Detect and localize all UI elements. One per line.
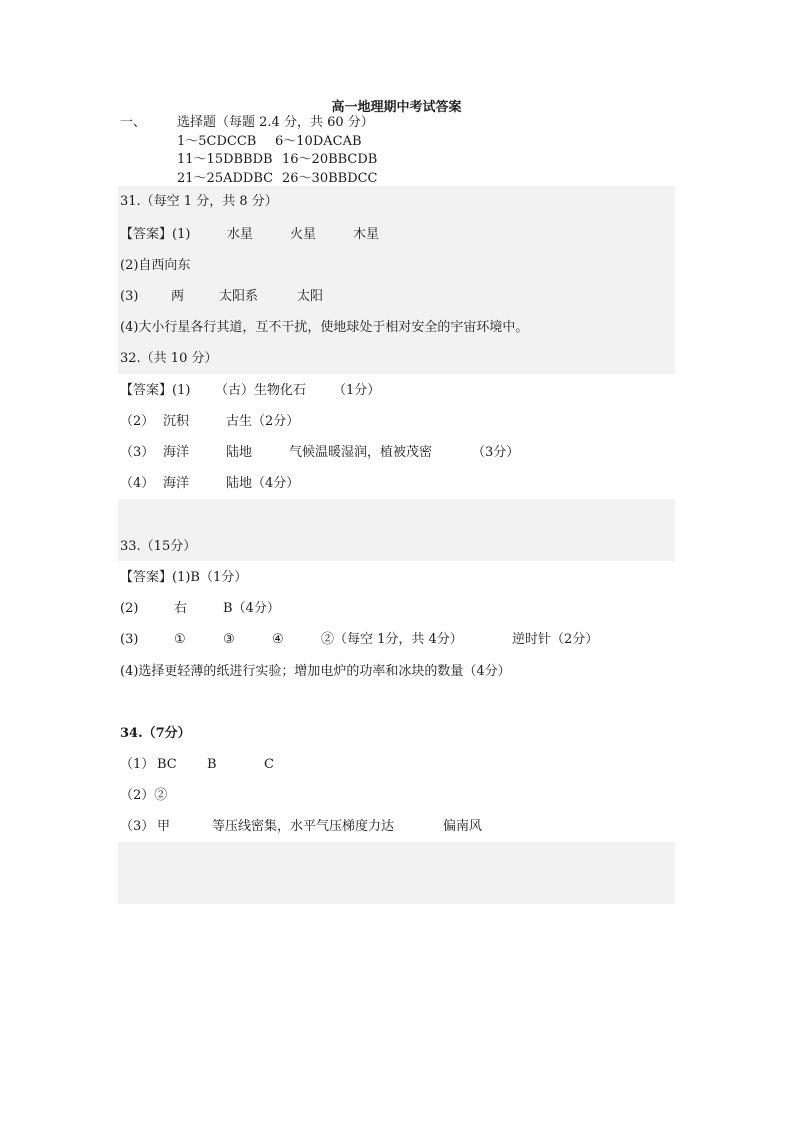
q31-line2: (2)自西向东	[120, 258, 191, 273]
section1-number: 一、	[120, 115, 147, 130]
q32-header: 32.（共 10 分）	[120, 351, 218, 366]
answer-range-6-10: 6～10DACAB	[275, 134, 362, 149]
q34-line1-bc: BC	[157, 757, 177, 772]
q34-line3-isobars: 等压线密集，水平气压梯度力达	[212, 819, 395, 834]
q33-line3-circle3: ③	[223, 632, 235, 647]
q31-answer-label: 【答案】(1)	[120, 227, 191, 242]
q31-answer-mercury: 水星	[227, 227, 254, 242]
answer-range-11-15: 11～15DBBDB	[177, 152, 273, 167]
q34-line1-label: （1）	[120, 757, 155, 772]
shade-band-q33-top	[118, 499, 675, 561]
q32-line3-land: 陆地	[226, 445, 253, 460]
q33-line2-right: 右	[174, 601, 188, 616]
q34-line3-jia: 甲	[157, 819, 171, 834]
q31-answer-sun: 太阳	[297, 289, 324, 304]
q31-line4: (4)大小行星各行其道，互不干扰，使地球处于相对安全的宇宙环境中。	[120, 320, 529, 335]
shade-band-q34-bottom	[118, 842, 675, 904]
q33-line2-label: (2)	[120, 601, 139, 616]
q32-line3-score: （3分）	[472, 445, 520, 460]
q31-answer-solar-system: 太阳系	[219, 289, 259, 304]
q33-line3-circle2: ②（每空 1分，共 4分）	[321, 632, 463, 647]
q33-line3-circle1: ①	[174, 632, 186, 647]
q33-line4: (4)选择更轻薄的纸进行实验；增加电炉的功率和冰块的数量（4分）	[120, 664, 511, 679]
q32-line1-score: （1分）	[333, 383, 381, 398]
q31-answer-two: 两	[171, 289, 185, 304]
q31-line3-label: (3)	[120, 289, 139, 304]
q34-header: 34.（7分）	[120, 726, 191, 741]
q33-line3-circle4: ④	[272, 632, 284, 647]
q33-line2-b: B（4分）	[223, 601, 280, 616]
q33-line3-counterclockwise: 逆时针（2分）	[512, 632, 599, 647]
q32-line1-label: 【答案】(1)	[120, 383, 191, 398]
q34-line3-south-wind: 偏南风	[443, 819, 483, 834]
section1-heading: 选择题（每题 2.4 分，共 60 分）	[177, 115, 374, 130]
answer-range-21-25: 21～25ADDBC	[177, 171, 274, 186]
q31-header: 31.（每空 1 分，共 8 分）	[120, 194, 278, 209]
answer-range-1-5: 1～5CDCCB	[177, 134, 257, 149]
q32-line4-label: （4）	[120, 476, 155, 491]
q33-header: 33.（15分）	[120, 539, 197, 554]
q32-line1-answer: （古）生物化石	[215, 383, 307, 398]
q31-answer-jupiter: 木星	[353, 227, 380, 242]
q32-line3-climate: 气候温暖湿润，植被茂密	[289, 445, 433, 460]
q32-line3-ocean: 海洋	[163, 445, 190, 460]
q32-line3-label: （3）	[120, 445, 155, 460]
q32-line4-land: 陆地（4分）	[226, 476, 300, 491]
answer-range-26-30: 26～30BBDCC	[282, 171, 378, 186]
answer-range-16-20: 16～20BBCDB	[282, 152, 378, 167]
page-title: 高一地理期中考试答案	[331, 100, 462, 115]
q32-line2-answer-a: 沉积	[163, 414, 190, 429]
q33-line1: 【答案】(1)B（1分）	[120, 570, 248, 585]
q32-line2-answer-b: 古生（2分）	[226, 414, 300, 429]
q31-answer-mars: 火星	[290, 227, 317, 242]
q33-line3-label: (3)	[120, 632, 139, 647]
q32-line4-ocean: 海洋	[163, 476, 190, 491]
q34-line1-c: C	[264, 757, 274, 772]
q34-line3-label: （3）	[120, 819, 155, 834]
q34-line2: （2）②	[120, 788, 168, 803]
q32-line2-label: （2）	[120, 414, 155, 429]
shade-band-q31-q32	[118, 186, 675, 374]
q34-line1-b: B	[207, 757, 217, 772]
